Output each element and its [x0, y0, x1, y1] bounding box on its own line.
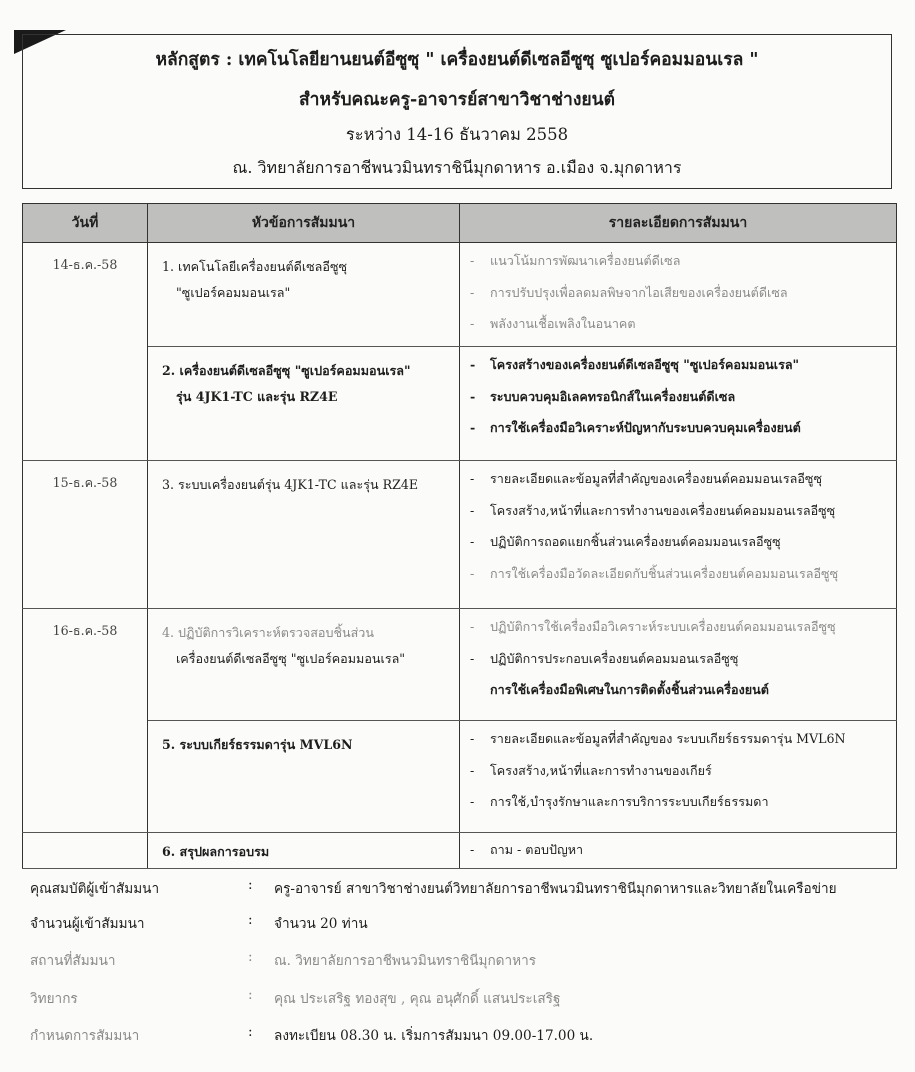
list-item: - รายละเอียดและข้อมูลที่สำคัญของเครื่องยนต์คอมมอนเรลอีซูซุ [470, 471, 823, 486]
detail-cell [460, 461, 897, 609]
table-row [23, 609, 897, 721]
course-venue: ณ. วิทยาลัยการอาชีพนวมินทราชินีมุกดาหาร อ.เมือง จ.มุกดาหาร [232, 158, 682, 177]
table-row [23, 721, 897, 833]
topic-cell [148, 461, 460, 609]
detail-cell [460, 243, 897, 347]
list-item: - โครงสร้าง,หน้าที่และการทำงานของเครื่องยนต์คอมมอนเรลอีซูซุ [470, 502, 836, 518]
list-item: การใช้เครื่องมือพิเศษในการติดตั้งชิ้นส่วนเครื่องยนต์ [490, 682, 769, 697]
list-item: - แนวโน้มการพัฒนาเครื่องยนต์ดีเซล [470, 253, 681, 268]
info-colon: : [248, 877, 253, 893]
topic-cell [148, 243, 460, 347]
date-cell [23, 833, 148, 869]
date-cell: 16-ธ.ค.-58 [23, 609, 148, 833]
list-item: - ปฏิบัติการถอดแยกชิ้นส่วนเครื่องยนต์คอมมอนเรลอีซูซุ [470, 534, 781, 549]
list-item: - การใช้,บำรุงรักษาและการบริการระบบเกียร์ธรรมดา [470, 794, 769, 809]
column-header-date: วันที่ [23, 204, 148, 243]
info-value: จำนวน 20 ท่าน [274, 916, 368, 932]
table-row [23, 461, 897, 609]
table-row [23, 347, 897, 461]
detail-cell [460, 609, 897, 721]
list-item: - ปฏิบัติการประกอบเครื่องยนต์คอมมอนเรลอีซูซุ [470, 650, 739, 666]
info-label: จำนวนผู้เข้าสัมมนา [30, 916, 145, 932]
list-item: - โครงสร้าง,หน้าที่และการทำงานของเกียร์ [470, 762, 712, 778]
course-dates: ระหว่าง 14-16 ธันวาคม 2558 [345, 125, 569, 144]
topic-cell [148, 833, 460, 869]
list-item: - ถาม - ตอบปัญหา [470, 842, 584, 857]
info-value: คุณ ประเสริฐ ทองสุข , คุณ อนุศักดิ์ แสนประเสริฐ [274, 991, 561, 1007]
list-item: - ปฏิบัติการใช้เครื่องมือวิเคราะห์ระบบเครื่องยนต์คอมมอนเรลอีซูซุ [470, 619, 836, 634]
table-header-row [23, 204, 897, 243]
list-item: - การใช้เครื่องมือวิเคราะห์ปัญหากับระบบควบคุมเครื่องยนต์ [470, 420, 801, 435]
detail-cell [460, 347, 897, 461]
topic-cell [148, 347, 460, 461]
date-cell: 15-ธ.ค.-58 [23, 461, 148, 609]
list-item: - ระบบควบคุมอิเลคทรอนิกส์ในเครื่องยนต์ดีเซล [470, 388, 736, 404]
topic-line: 6. สรุปผลการอบรม [162, 844, 270, 859]
table-row [23, 243, 897, 347]
info-label: กำหนดการสัมมนา [30, 1028, 140, 1044]
info-colon: : [248, 987, 253, 1003]
course-audience: สำหรับคณะครู-อาจารย์สาขาวิชาช่างยนต์ [299, 90, 615, 110]
detail-cell [460, 833, 897, 869]
course-title: หลักสูตร : เทคโนโลยียานยนต์อีซูซุ " เครื่องยนต์ดีเซลอีซูซุ ซูเปอร์คอมมอนเรล " [155, 50, 759, 70]
list-item: - การปรับปรุงเพื่อลดมลพิษจากไอเสียของเครื่องยนต์ดีเซล [470, 284, 788, 300]
info-value: ครู-อาจารย์ สาขาวิชาช่างยนต์วิทยาลัยการอาชีพนวมินทราชินีมุกดาหารและวิทยาลัยในเครือข่าย [274, 881, 837, 897]
topic-line: 5. ระบบเกียร์ธรรมดารุ่น MVL6N [162, 737, 353, 752]
topic-line: 4. ปฏิบัติการวิเคราะห์ตรวจสอบชิ้นส่วน [162, 625, 374, 640]
info-colon: : [248, 949, 253, 965]
list-item: - รายละเอียดและข้อมูลที่สำคัญของ ระบบเกียร์ธรรมดารุ่น MVL6N [470, 731, 846, 746]
topic-line: 3. ระบบเครื่องยนต์รุ่น 4JK1-TC และรุ่น RZ4E [162, 477, 419, 492]
info-colon: : [248, 1024, 253, 1040]
date-cell: 14-ธ.ค.-58 [23, 243, 148, 461]
detail-cell [460, 721, 897, 833]
topic-line: "ซูเปอร์คอมมอนเรล" [176, 285, 291, 300]
schedule-table [22, 203, 897, 869]
info-label: สถานที่สัมมนา [30, 953, 116, 969]
topic-line: 2. เครื่องยนต์ดีเซลอีซูซุ "ซูเปอร์คอมมอนเรล" [162, 363, 411, 378]
table-row [23, 833, 897, 869]
info-value: ลงทะเบียน 08.30 น. เริ่มการสัมมนา 09.00-17.00 น. [274, 1028, 594, 1044]
info-colon: : [248, 912, 253, 928]
info-label: วิทยากร [30, 991, 78, 1007]
topic-cell [148, 609, 460, 721]
column-header-topic: หัวข้อการสัมมนา [148, 204, 460, 243]
list-item: - พลังงานเชื้อเพลิงในอนาคต [470, 316, 636, 331]
topic-line: รุ่น 4JK1-TC และรุ่น RZ4E [176, 389, 338, 404]
info-value: ณ. วิทยาลัยการอาชีพนวมินทราชินีมุกดาหาร [274, 953, 537, 969]
topic-line: เครื่องยนต์ดีเซลอีซูซุ "ซูเปอร์คอมมอนเรล" [176, 651, 406, 666]
list-item: - โครงสร้างของเครื่องยนต์ดีเซลอีซูซุ "ซูเปอร์คอมมอนเรล" [470, 357, 800, 372]
topic-cell [148, 721, 460, 833]
document-header [22, 34, 892, 189]
list-item: - การใช้เครื่องมือวัดละเอียดกับชิ้นส่วนเครื่องยนต์คอมมอนเรลอีซูซุ [470, 565, 839, 581]
topic-line: 1. เทคโนโลยีเครื่องยนต์ดีเซลอีซูซุ [162, 259, 348, 274]
info-label: คุณสมบัติผู้เข้าสัมมนา [30, 881, 160, 897]
column-header-detail: รายละเอียดการสัมมนา [460, 204, 897, 243]
